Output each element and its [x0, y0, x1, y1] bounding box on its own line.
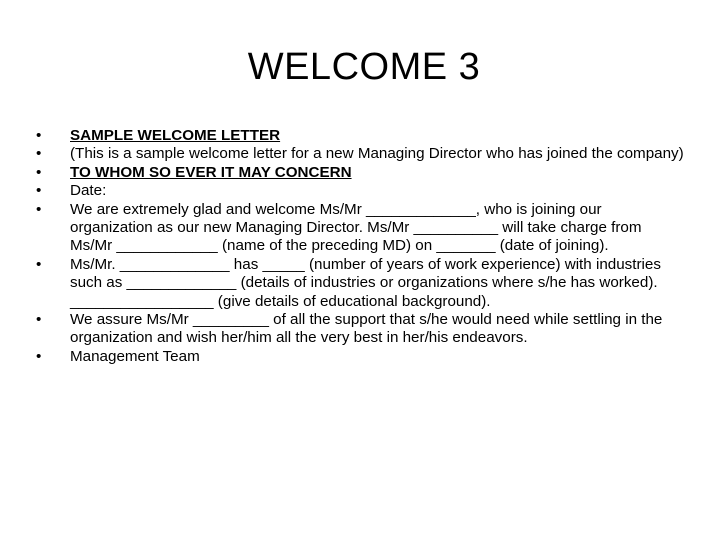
- bullet-text: Date:: [70, 182, 107, 200]
- bullet-marker: •: [36, 163, 42, 181]
- bullet-text: SAMPLE WELCOME LETTER: [70, 127, 281, 144]
- bullet-item-date: [36, 182, 686, 200]
- bullet-marker: •: [36, 127, 42, 144]
- bullet-marker: •: [36, 145, 42, 163]
- slide-title: WELCOME 3: [247, 46, 481, 88]
- bullet-marker: •: [36, 347, 42, 365]
- bullet-text: Management Team: [70, 347, 200, 365]
- bullet-marker: •: [36, 255, 42, 273]
- bullet-item-welcome-paragraph: [36, 201, 686, 256]
- bullet-item-salutation: [36, 164, 686, 182]
- bullet-marker: •: [36, 200, 42, 218]
- bullet-item-sample-letter-heading: [36, 127, 686, 145]
- bullet-text: We assure Ms/Mr _________ of all the support that s/he would need while settling in the organization and wish her/him all the very best in her/his endeavors.: [70, 311, 663, 347]
- bullet-marker: •: [36, 182, 42, 200]
- bullet-text: We are extremely glad and welcome Ms/Mr _____________, who is joining our organization as our new Managing Director. Ms/Mr __________ will take charge from Ms/Mr ____________ (name of the preceding MD) on _______ (date of joining).: [70, 200, 642, 255]
- bullet-text: (This is a sample welcome letter for a new Managing Director who has joined the company): [70, 145, 684, 163]
- bullet-list: [36, 127, 686, 366]
- bullet-item-support-paragraph: [36, 311, 686, 348]
- bullet-item-experience-paragraph: [36, 256, 686, 311]
- bullet-text: TO WHOM SO EVER IT MAY CONCERN: [70, 163, 352, 181]
- bullet-marker: •: [36, 311, 42, 329]
- bullet-text: Ms/Mr. _____________ has _____ (number of years of work experience) with industries such as _____________ (details of industries or organizations where s/he has worked). _________________ (give details of educational background).: [70, 255, 661, 310]
- bullet-item-signature: [36, 348, 686, 366]
- bullet-item-description: [36, 145, 686, 163]
